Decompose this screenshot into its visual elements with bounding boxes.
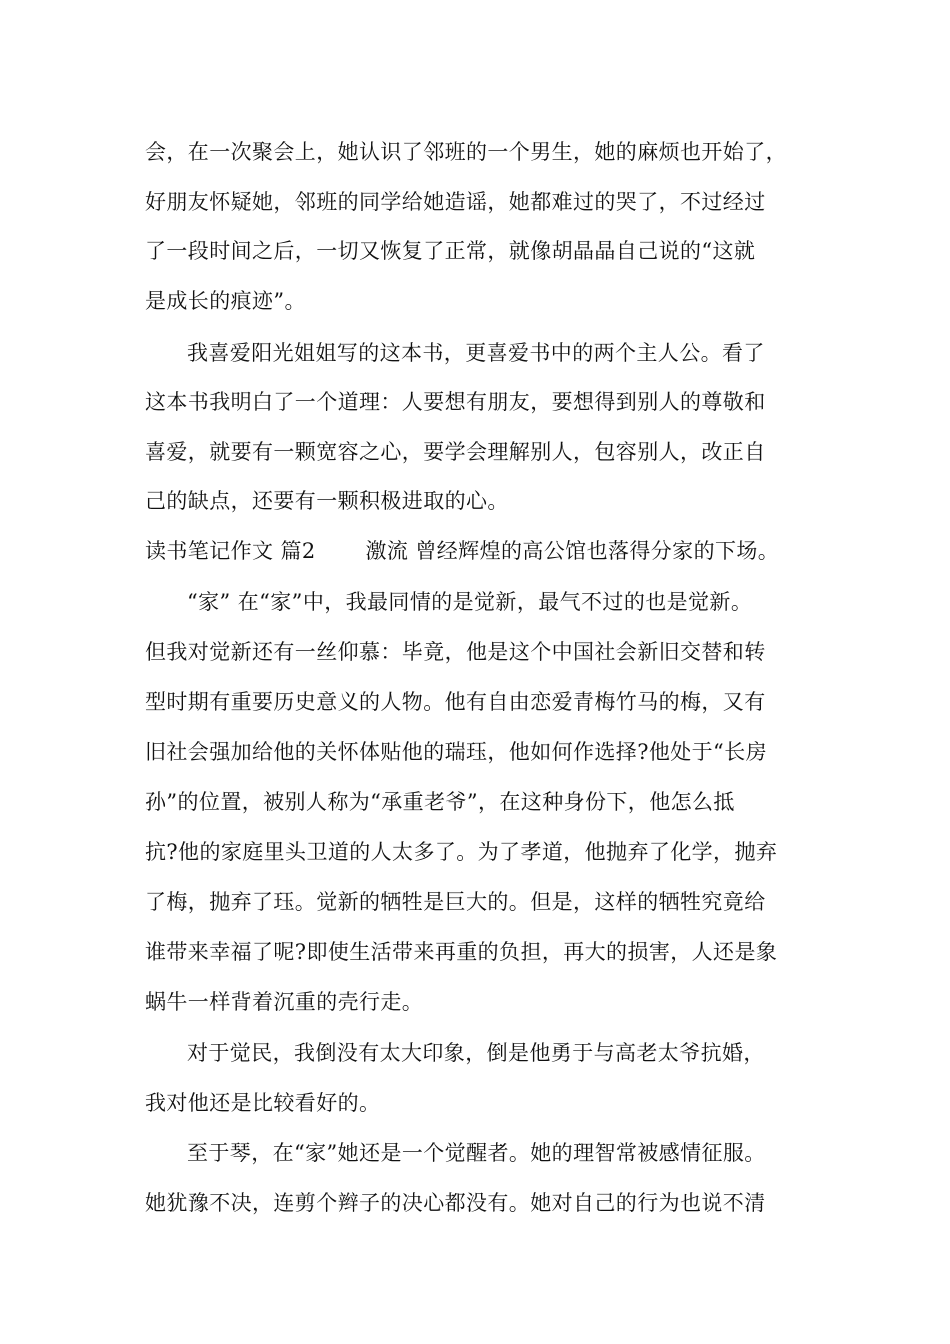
text-line: 我对他还是比较看好的。 xyxy=(145,1091,381,1115)
text-line: 是成长的痕迹”。 xyxy=(145,289,306,313)
text-line: 但我对觉新还有一丝仰慕：毕竟，他是这个中国社会新旧交替和转 xyxy=(145,640,766,664)
text-line: 抗?他的家庭里头卫道的人太多了。为了孝道，他抛弃了化学，抛弃 xyxy=(145,840,778,864)
text-line: 她犹豫不决，连剪个辫子的决心都没有。她对自己的行为也说不清 xyxy=(145,1191,766,1215)
text-line: 对于觉民，我倒没有太大印象，倒是他勇于与高老太爷抗婚， xyxy=(187,1041,765,1065)
text-line: 我喜爱阳光姐姐写的这本书，更喜爱书中的两个主人公。看了 xyxy=(187,341,765,365)
section-heading-line: 读书笔记作文 篇2 激流 曾经辉煌的高公馆也落得分家的下场。 xyxy=(145,539,780,563)
text-line: 己的缺点，还要有一颗积极进取的心。 xyxy=(145,489,509,513)
text-line: 喜爱，就要有一颗宽容之心，要学会理解别人，包容别人，改正自 xyxy=(145,440,766,464)
text-line: 这本书我明白了一个道理：人要想有朋友，要想得到别人的尊敬和 xyxy=(145,390,766,414)
text-line: 了梅，抛弃了珏。觉新的牺牲是巨大的。但是，这样的牺牲究竟给 xyxy=(145,890,766,914)
text-line: 谁带来幸福了呢?即使生活带来再重的负担，再大的损害，人还是象 xyxy=(145,940,778,964)
text-line: 型时期有重要历史意义的人物。他有自由恋爱青梅竹马的梅，又有 xyxy=(145,690,766,714)
text-line: 了一段时间之后，一切又恢复了正常，就像胡晶晶自己说的“这就 xyxy=(145,239,756,263)
text-line: 会，在一次聚会上，她认识了邻班的一个男生，她的麻烦也开始了， xyxy=(145,140,787,164)
text-line: 旧社会强加给他的关怀体贴他的瑞珏，他如何作选择?他处于“长房 xyxy=(145,740,767,764)
text-line: “家” 在“家”中，我最同情的是觉新，最气不过的也是觉新。 xyxy=(187,590,753,614)
text-line: 孙”的位置，被别人称为“承重老爷”，在这种身份下，他怎么抵 xyxy=(145,790,735,814)
text-line: 好朋友怀疑她，邻班的同学给她造谣，她都难过的哭了，不过经过 xyxy=(145,190,766,214)
text-line: 蜗牛一样背着沉重的壳行走。 xyxy=(145,990,424,1014)
text-line: 至于琴，在“家”她还是一个觉醒者。她的理智常被感情征服。 xyxy=(187,1141,766,1165)
